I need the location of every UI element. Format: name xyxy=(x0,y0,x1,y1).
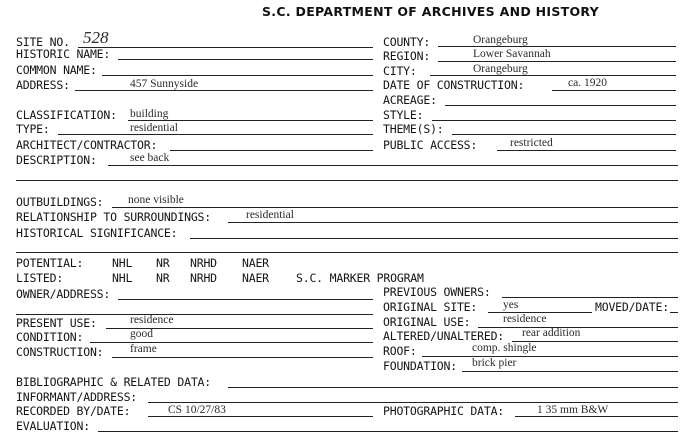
owner-address-line xyxy=(118,299,373,300)
acreage-line xyxy=(445,105,676,106)
county-line xyxy=(438,46,676,47)
listed-label: LISTED: xyxy=(16,271,64,285)
themes-label: THEME(S): xyxy=(383,122,444,136)
city-value: Orangeburg xyxy=(473,63,528,75)
informant-line xyxy=(148,402,678,403)
potential-label: POTENTIAL: xyxy=(16,256,84,270)
recorded-by-label: RECORDED BY/DATE: xyxy=(16,404,131,418)
site-no-line xyxy=(78,47,373,48)
foundation-value: brick pier xyxy=(472,357,517,369)
site-no-value: 528 xyxy=(83,28,109,47)
outbuildings-line xyxy=(112,207,678,208)
informant-label: INFORMANT/ADDRESS: xyxy=(16,390,138,404)
owner-address-line-2 xyxy=(16,314,373,315)
public-access-line xyxy=(497,150,676,151)
listed-nrhd: NRHD xyxy=(190,271,217,285)
sc-marker-program: S.C. MARKER PROGRAM xyxy=(296,271,424,285)
foundation-label: FOUNDATION: xyxy=(383,359,457,373)
original-site-label: ORIGINAL SITE: xyxy=(383,300,478,314)
classification-value: building xyxy=(130,108,169,120)
public-access-value: restricted xyxy=(510,137,553,149)
relationship-label: RELATIONSHIP TO SURROUNDINGS: xyxy=(16,210,211,224)
construction-value: frame xyxy=(130,343,157,355)
site-no-label: SITE NO. xyxy=(16,35,70,49)
roof-line xyxy=(422,356,678,357)
construction-label: CONSTRUCTION: xyxy=(16,345,104,359)
photographic-label: PHOTOGRAPHIC DATA: xyxy=(383,404,505,418)
architect-line xyxy=(170,150,373,151)
condition-label: CONDITION: xyxy=(16,330,84,344)
type-label: TYPE: xyxy=(16,122,50,136)
county-label: COUNTY: xyxy=(383,35,431,49)
historic-name-label: HISTORIC NAME: xyxy=(16,47,111,61)
potential-nrhd: NRHD xyxy=(190,256,217,270)
altered-line xyxy=(512,341,678,342)
evaluation-label: EVALUATION: xyxy=(16,419,90,433)
owner-address-label: OWNER/ADDRESS: xyxy=(16,287,111,301)
address-line xyxy=(75,90,373,91)
moved-date-label: MOVED/DATE: xyxy=(595,300,669,314)
potential-nhl: NHL xyxy=(112,256,133,270)
description-label: DESCRIPTION: xyxy=(16,153,97,167)
type-value: residential xyxy=(130,122,178,134)
architect-label: ARCHITECT/CONTRACTOR: xyxy=(16,138,158,152)
historical-significance-label: HISTORICAL SIGNIFICANCE: xyxy=(16,226,178,240)
classification-label: CLASSIFICATION: xyxy=(16,108,117,122)
acreage-label: ACREAGE: xyxy=(383,93,437,107)
region-label: REGION: xyxy=(383,49,431,63)
outbuildings-label: OUTBUILDINGS: xyxy=(16,195,104,209)
original-site-value: yes xyxy=(503,299,519,311)
previous-owners-line xyxy=(502,297,678,298)
relationship-line xyxy=(228,222,678,223)
moved-date-line xyxy=(670,312,678,313)
classification-line xyxy=(128,120,373,121)
type-line xyxy=(58,134,373,135)
bibliographic-line xyxy=(228,387,678,388)
roof-value: comp. shingle xyxy=(472,342,537,354)
date-of-construction-line xyxy=(552,90,676,91)
present-use-value: residence xyxy=(130,314,174,326)
city-label: CITY: xyxy=(383,64,417,78)
photographic-line xyxy=(515,416,678,417)
outbuildings-value: none visible xyxy=(128,194,184,206)
potential-nr: NR xyxy=(156,256,170,270)
altered-value: rear addition xyxy=(522,327,581,339)
listed-nhl: NHL xyxy=(112,271,133,285)
form-title: S.C. DEPARTMENT OF ARCHIVES AND HISTORY xyxy=(262,4,600,19)
roof-label: ROOF: xyxy=(383,344,417,358)
city-line xyxy=(430,75,676,76)
county-value: Orangeburg xyxy=(473,34,528,46)
listed-naer: NAER xyxy=(242,271,269,285)
recorded-by-value: CS 10/27/83 xyxy=(168,404,226,416)
date-of-construction-label: DATE OF CONSTRUCTION: xyxy=(383,78,525,92)
historic-name-line xyxy=(118,59,373,60)
historical-significance-line xyxy=(190,238,678,239)
date-of-construction-value: ca. 1920 xyxy=(568,77,607,89)
region-line xyxy=(438,61,676,62)
recorded-by-line xyxy=(148,416,373,417)
common-name-label: COMMON NAME: xyxy=(16,63,97,77)
address-value: 457 Sunnyside xyxy=(130,78,199,90)
description-line xyxy=(108,165,678,166)
bibliographic-label: BIBLIOGRAPHIC & RELATED DATA: xyxy=(16,375,211,389)
themes-line xyxy=(452,134,676,135)
previous-owners-label: PREVIOUS OWNERS: xyxy=(383,285,491,299)
condition-value: good xyxy=(130,328,153,340)
common-name-line xyxy=(102,75,373,76)
style-line xyxy=(432,120,676,121)
foundation-line xyxy=(462,371,678,372)
potential-naer: NAER xyxy=(242,256,269,270)
present-use-label: PRESENT USE: xyxy=(16,316,97,330)
altered-label: ALTERED/UNALTERED: xyxy=(383,329,505,343)
original-use-label: ORIGINAL USE: xyxy=(383,315,471,329)
description-line-2 xyxy=(16,180,678,181)
construction-line xyxy=(112,357,373,358)
public-access-label: PUBLIC ACCESS: xyxy=(383,138,478,152)
relationship-value: residential xyxy=(246,209,294,221)
photographic-value: 1 35 mm B&W xyxy=(537,404,609,416)
original-use-value: residence xyxy=(503,313,547,325)
evaluation-line xyxy=(98,431,678,432)
listed-nr: NR xyxy=(156,271,170,285)
address-label: ADDRESS: xyxy=(16,78,70,92)
significance-line-2 xyxy=(16,252,678,253)
description-value: see back xyxy=(130,152,170,164)
region-value: Lower Savannah xyxy=(473,48,551,60)
style-label: STYLE: xyxy=(383,108,424,122)
